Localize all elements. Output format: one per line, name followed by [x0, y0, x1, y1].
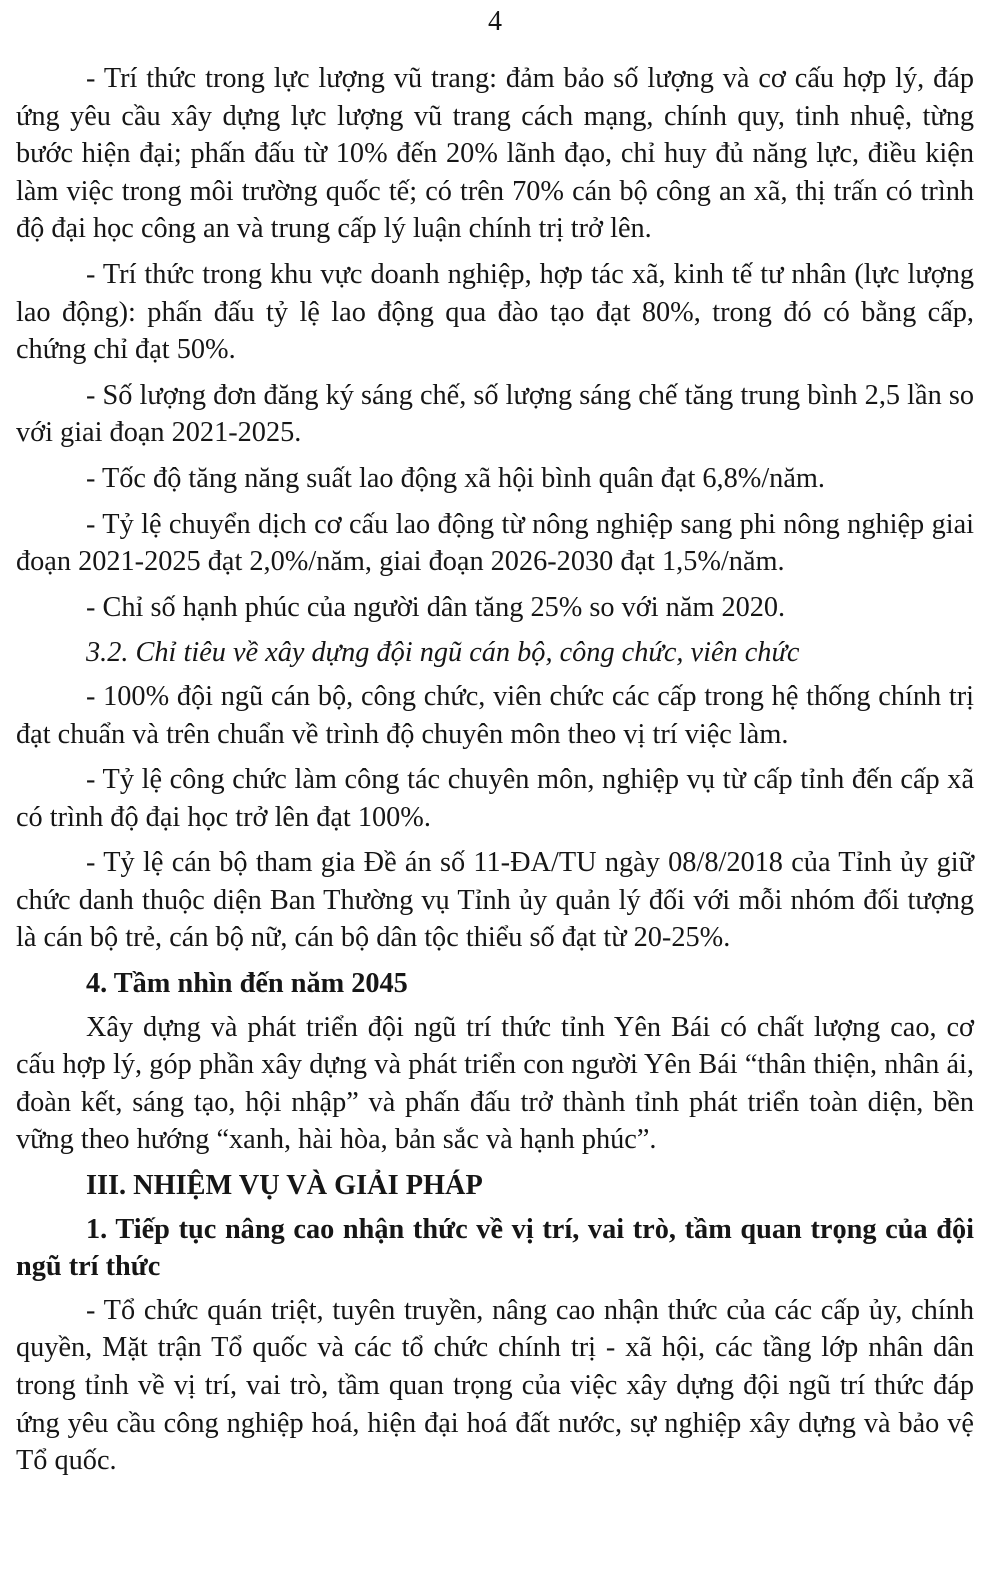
paragraph-armed-forces-intellectuals: - Trí thức trong lực lượng vũ trang: đảm bảo số lượng và cơ cấu hợp lý, đáp ứng yêu cầu xây dựng lực lượng vũ trang cách mạng, chính quy, tinh nhuệ, từng bước hiện đại; phấn đấu từ 10% đến 20% lãnh đạo, chỉ huy đủ năng lực, điều kiện làm việc trong môi trường quốc tế; có trên 70% cán bộ công an xã, thị trấn có trình độ đại học công an và trung cấp lý luận chính trị trở lên.	[16, 63, 974, 245]
page-number: 4	[488, 6, 502, 37]
paragraph-staff-standards: - 100% đội ngũ cán bộ, công chức, viên chức các cấp trong hệ thống chính trị đạt chuẩn và trên chuẩn về trình độ chuyên môn theo vị trí việc làm.	[16, 680, 974, 750]
paragraph-labor-structure-shift: - Tỷ lệ chuyển dịch cơ cấu lao động từ nông nghiệp sang phi nông nghiệp giai đoạn 2021-2025 đạt 2,0%/năm, giai đoạn 2026-2030 đạt 1,5%/năm.	[16, 508, 974, 578]
paragraph-vision-2045: Xây dựng và phát triển đội ngũ trí thức tỉnh Yên Bái có chất lượng cao, cơ cấu hợp lý, góp phần xây dựng và phát triển con người Yên Bái “thân thiện, nhân ái, đoàn kết, sáng tạo, hội nhập” và phấn đấu trở thành tỉnh phát triển toàn diện, bền vững theo hướng “xanh, hài hòa, bản sắc và hạnh phúc”.	[16, 1011, 974, 1156]
subsection-heading-3-2: 3.2. Chỉ tiêu về xây dựng đội ngũ cán bộ, công chức, viên chức	[86, 637, 800, 669]
paragraph-civil-servant-degree: - Tỷ lệ công chức làm công tác chuyên môn, nghiệp vụ từ cấp tỉnh đến cấp xã có trình độ đại học trở lên đạt 100%.	[16, 764, 974, 833]
section-heading-awareness: 1. Tiếp tục nâng cao nhận thức về vị trí, vai trò, tầm quan trọng của đội ngũ trí thức	[16, 1213, 974, 1283]
paragraph-happiness-index: - Chỉ số hạnh phúc của người dân tăng 25% so với năm 2020.	[86, 591, 786, 623]
paragraph-labor-productivity: - Tốc độ tăng năng suất lao động xã hội bình quân đạt 6,8%/năm.	[86, 462, 825, 494]
document-page	[16, 0, 974, 1595]
section-heading-vision-2045: 4. Tầm nhìn đến năm 2045	[86, 968, 408, 1000]
paragraph-project-11-participation: - Tỷ lệ cán bộ tham gia Đề án số 11-ĐA/TU ngày 08/8/2018 của Tỉnh ủy giữ chức danh thuộc diện Ban Thường vụ Tỉnh ủy quản lý đối với mỗi nhóm đối tượng là cán bộ trẻ, cán bộ nữ, cán bộ dân tộc thiểu số đạt từ 20-25%.	[16, 847, 974, 954]
paragraph-enterprise-intellectuals: - Trí thức trong khu vực doanh nghiệp, hợp tác xã, kinh tế tư nhân (lực lượng lao động): phấn đấu tỷ lệ lao động qua đào tạo đạt 80%, trong đó có bằng cấp, chứng chỉ đạt 50%.	[16, 258, 974, 366]
document-body	[16, 60, 974, 1488]
section-heading-tasks-solutions: III. NHIỆM VỤ VÀ GIẢI PHÁP	[86, 1170, 483, 1202]
paragraph-awareness-dissemination: - Tổ chức quán triệt, tuyên truyền, nâng cao nhận thức của các cấp ủy, chính quyền, Mặt trận Tổ quốc và các tổ chức chính trị - xã hội, các tầng lớp nhân dân trong tỉnh về vị trí, vai trò, tầm quan trọng của việc xây dựng đội ngũ trí thức đáp ứng yêu cầu công nghiệp hoá, hiện đại hoá đất nước, sự nghiệp xây dựng và bảo vệ Tổ quốc.	[16, 1294, 974, 1477]
paragraph-patent-applications: - Số lượng đơn đăng ký sáng chế, số lượng sáng chế tăng trung bình 2,5 lần so với giai đoạn 2021-2025.	[16, 379, 974, 449]
